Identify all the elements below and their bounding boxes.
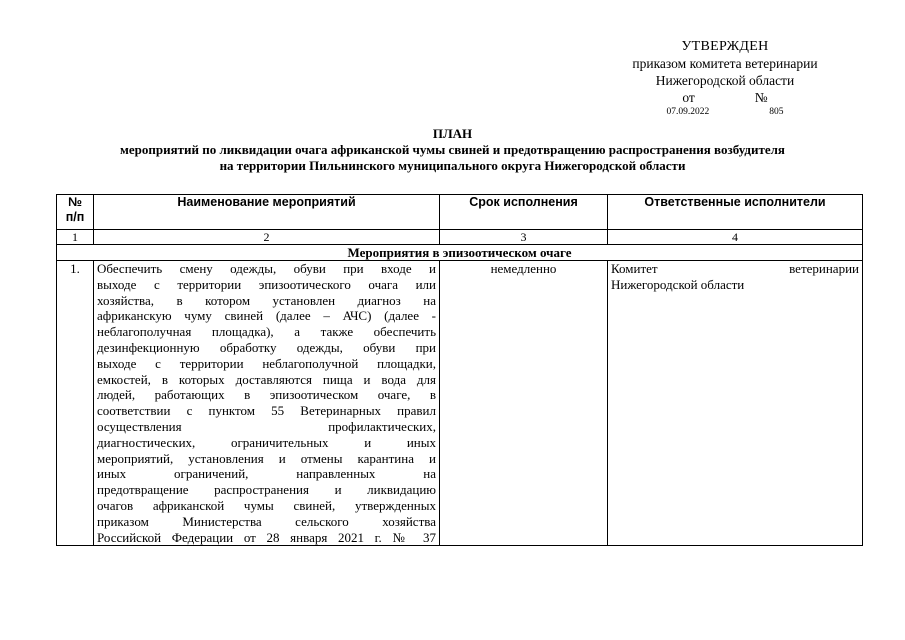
plan-subtitle-1: мероприятий по ликвидации очага африканской чумы свиней и предотвращению распространения возбудителя [120, 142, 785, 157]
approval-block [560, 38, 890, 119]
column-number-2: 2 [94, 230, 440, 245]
row-text-line: неблагополучная площадка), а также обеспечить [97, 324, 436, 340]
row-text-line: емкостей, в которых доставляются пища и вода для [97, 371, 436, 387]
responsible-word-a: Комитет [611, 261, 658, 276]
header-term: Срок исполнения [440, 195, 608, 230]
approval-labels [560, 89, 890, 106]
approval-date: 07.09.2022 [666, 107, 710, 117]
row-text-line: людей, работающих в эпизоотическом очаге, в [97, 387, 436, 403]
column-number-3: 3 [440, 230, 608, 245]
row-text-line: Российской Федерации от 28 января 2021 г. № 37 [97, 529, 436, 545]
header-responsible: Ответственные исполнители [608, 195, 863, 230]
section-row [57, 245, 863, 261]
row-text-line: выходе с территории неблагополучной площадки, [97, 355, 436, 371]
row-text-line: мероприятий, установления и отмены карантина и [97, 450, 436, 466]
approval-line-1: приказом комитета ветеринарии [632, 56, 818, 71]
row-text [94, 261, 440, 546]
header-number: № п/п [57, 195, 94, 230]
row-text-line: соответствии с пунктом 55 Ветеринарных правил [97, 403, 436, 419]
row-text-line: выходе с территории эпизоотического очага или [97, 276, 436, 292]
row-text-line: осуществления профилактических, [97, 418, 436, 434]
plan-heading [20, 126, 885, 174]
responsible-line-2: Нижегородской области [611, 276, 745, 292]
row-text-line: африканскую чуму свиней (далее – АЧС) (далее - [97, 308, 436, 324]
plan-subtitle-2: на территории Пильнинского муниципального округа Нижегородской области [219, 158, 686, 173]
row-responsible [608, 261, 863, 546]
row-text-line: хозяйства, в котором установлен диагноз на [97, 292, 436, 308]
row-text-line: иных ограничений, направленных на [97, 466, 436, 482]
row-number: 1. [57, 261, 94, 546]
table-header-row [57, 195, 863, 230]
approval-line-2: Нижегородской области [655, 73, 795, 88]
row-text-line: диагностических, ограничительных и иных [97, 434, 436, 450]
approval-number-label: № [754, 90, 768, 105]
row-text-line: предотвращение распространения и ликвидацию [97, 482, 436, 498]
table-row [57, 261, 863, 546]
responsible-word-b: ветеринарии [789, 261, 859, 276]
approval-values [560, 106, 890, 119]
section-title: Мероприятия в эпизоотическом очаге [57, 245, 863, 261]
approval-title: УТВЕРЖДЕН [681, 39, 769, 54]
approval-from-label: от [682, 90, 695, 105]
column-number-1: 1 [57, 230, 94, 245]
approval-number: 805 [769, 107, 784, 117]
row-text-line: приказом Министерства сельского хозяйства [97, 513, 436, 529]
column-numbers-row [57, 230, 863, 245]
row-text-line: дезинфекционную обработку одежды, обуви при [97, 339, 436, 355]
row-term: немедленно [440, 261, 608, 546]
plan-title: ПЛАН [432, 126, 473, 141]
responsible-line-1 [611, 261, 859, 277]
column-number-4: 4 [608, 230, 863, 245]
row-text-line: Обеспечить смену одежды, обуви при входе и [97, 261, 436, 276]
row-text-line: очагов африканской чумы свиней, утвержденных [97, 497, 436, 513]
plan-table [56, 194, 863, 546]
header-name: Наименование мероприятий [94, 195, 440, 230]
